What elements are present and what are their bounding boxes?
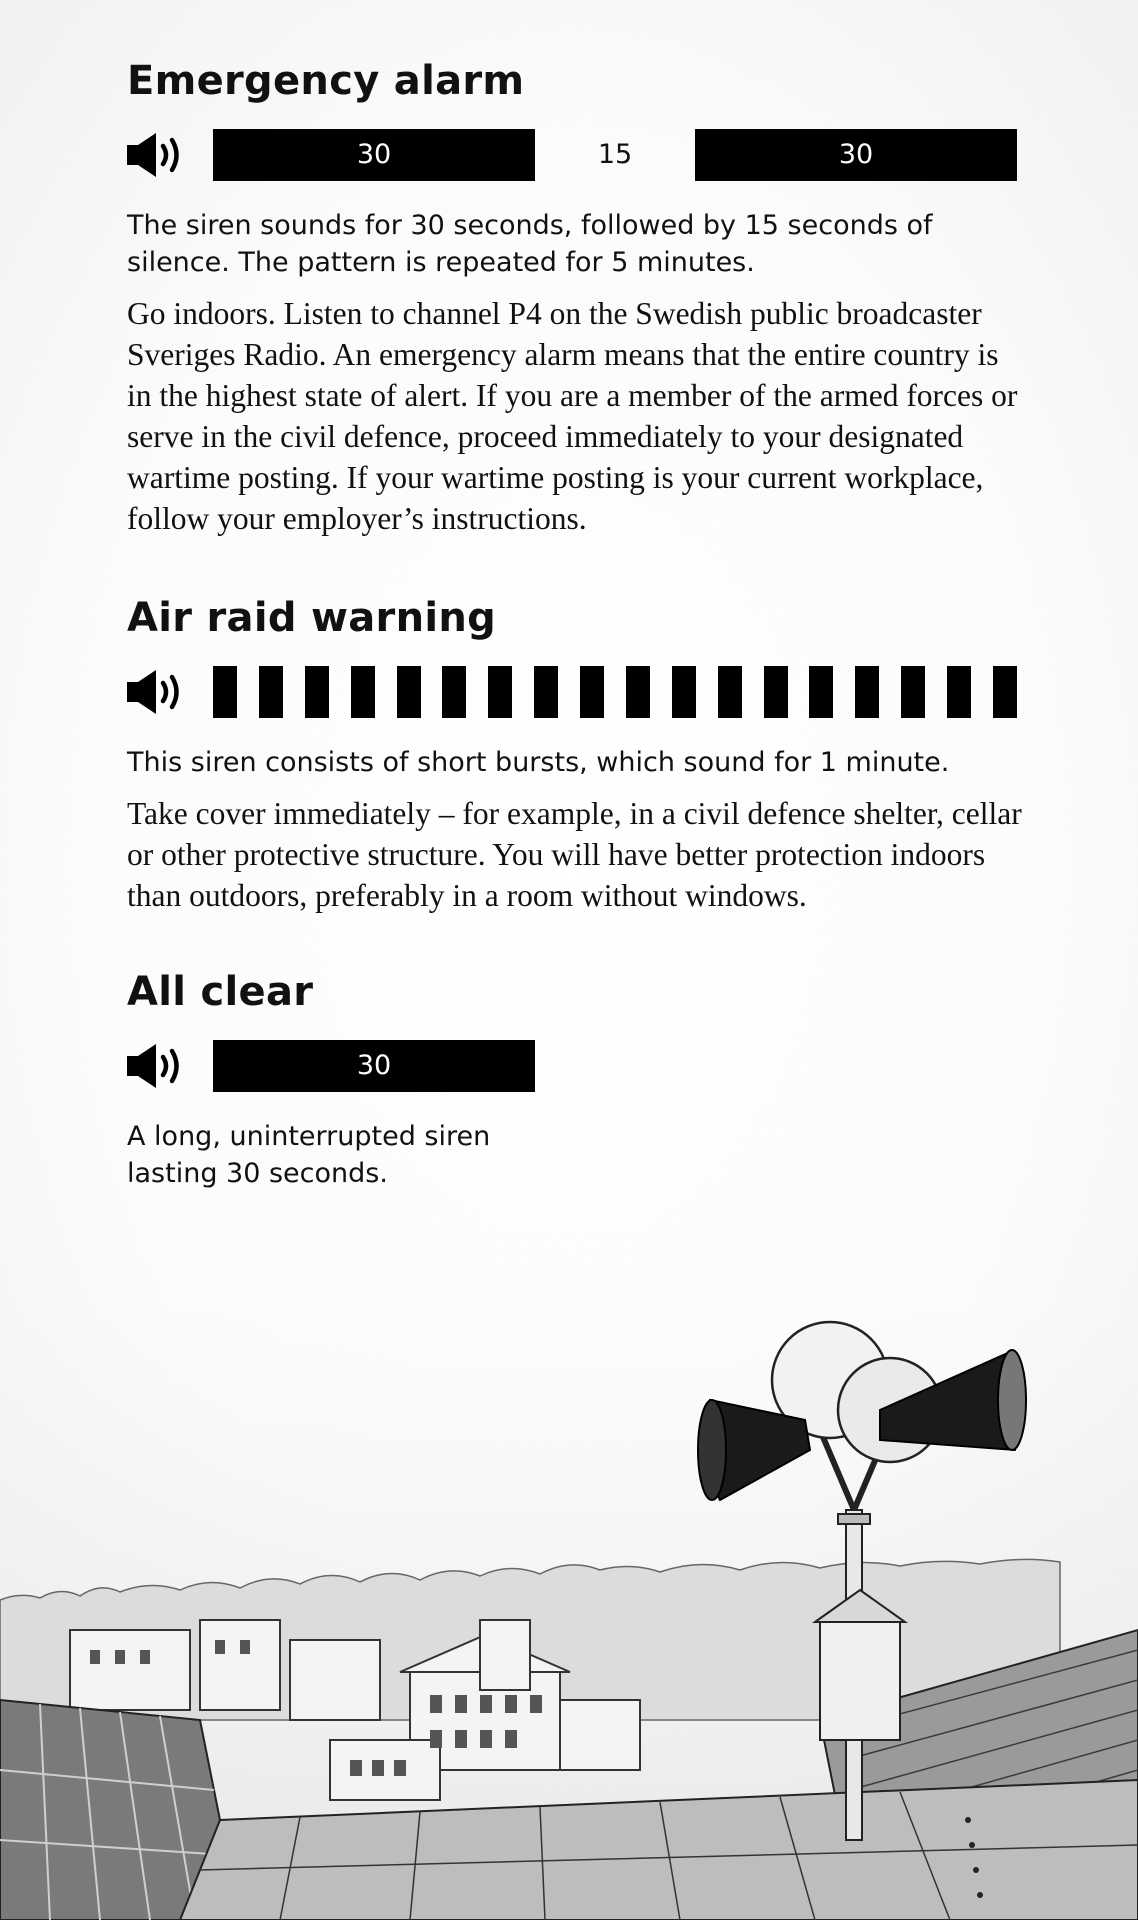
siren-burst	[442, 666, 466, 718]
siren-burst	[947, 666, 971, 718]
silence-duration-label: 15	[597, 139, 633, 170]
siren-burst	[488, 666, 512, 718]
siren-burst	[213, 666, 237, 718]
siren-burst	[993, 666, 1017, 718]
siren-on-bar-2: 30	[695, 129, 1017, 181]
speaker-icon	[127, 1042, 187, 1090]
all-clear-description-line-2: lasting 30 seconds.	[127, 1158, 388, 1189]
siren-burst	[351, 666, 375, 718]
siren-on-bar-1: 30	[213, 129, 535, 181]
siren-burst	[809, 666, 833, 718]
all-clear-description-line-1: A long, uninterrupted siren	[127, 1121, 491, 1152]
siren-burst	[718, 666, 742, 718]
air-raid-warning-instructions: Take cover immediately – for example, in a civil defence shelter, cellar or other protective structure. You will have better protection indoors than outdoors, preferably in a room without windows.	[127, 796, 1022, 913]
siren-tower-rooftop-illustration	[0, 1300, 1138, 1920]
air-raid-warning-pattern	[127, 666, 1027, 718]
emergency-alarm-section	[127, 57, 1027, 539]
all-clear-description	[127, 1118, 1027, 1192]
siren-burst	[534, 666, 558, 718]
siren-bursts	[213, 666, 1138, 718]
siren-burst	[259, 666, 283, 718]
emergency-alarm-heading: Emergency alarm	[127, 58, 525, 104]
air-raid-warning-description: This siren consists of short bursts, which sound for 1 minute.	[127, 747, 950, 778]
siren-burst	[855, 666, 879, 718]
siren-burst	[626, 666, 650, 718]
all-clear-pattern	[127, 1040, 1027, 1092]
siren-burst	[580, 666, 604, 718]
air-raid-warning-heading: Air raid warning	[127, 595, 497, 641]
emergency-alarm-pattern	[127, 129, 1027, 181]
emergency-alarm-description: The siren sounds for 30 seconds, followed by 15 seconds of silence. The pattern is repeated for 5 minutes.	[127, 210, 933, 278]
siren-burst	[305, 666, 329, 718]
siren-burst	[901, 666, 925, 718]
speaker-icon	[127, 131, 187, 179]
siren-burst	[764, 666, 788, 718]
siren-on-bar: 30	[213, 1040, 535, 1092]
air-raid-warning-section	[127, 594, 1027, 916]
siren-burst	[397, 666, 421, 718]
all-clear-heading: All clear	[127, 969, 314, 1015]
speaker-icon	[127, 668, 187, 716]
siren-burst	[672, 666, 696, 718]
emergency-alarm-instructions: Go indoors. Listen to channel P4 on the Swedish public broadcaster Sveriges Radio. An emergency alarm means that the entire country is in the highest state of alert. If you are a member of the armed forces or serve in the civil defence, proceed immediately to your designated wartime posting. If your wartime posting is your current workplace, follow your employer’s instructions.	[127, 296, 1018, 536]
all-clear-section	[127, 968, 1027, 1192]
